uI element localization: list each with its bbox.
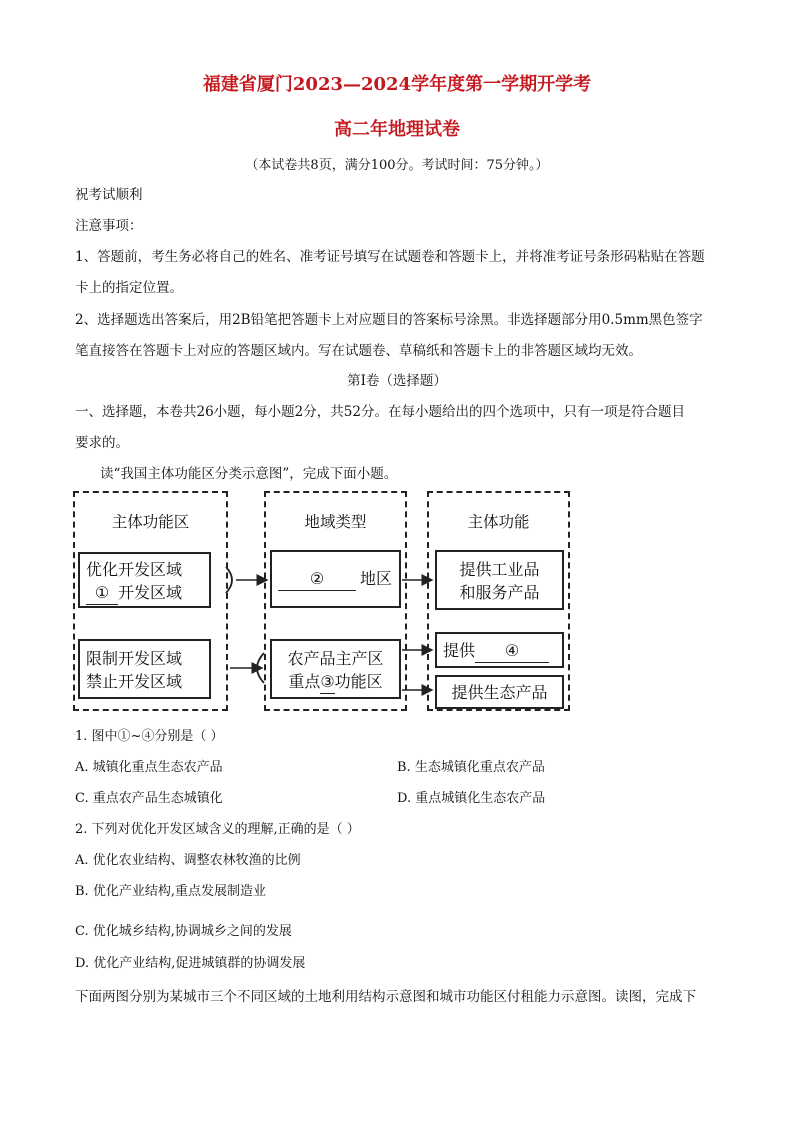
box1-line2 xyxy=(86,581,203,605)
wish-text: 祝考试顺利 xyxy=(75,187,143,203)
box3-suffix: 地区 xyxy=(360,569,393,588)
note-item-1-line-1: 1、答题前，考生务必将自己的姓名、准考证号填写在试题卷和答题卡上，并将准考证号条形码粘贴在答题 xyxy=(75,249,705,265)
provide-industrial-box xyxy=(435,550,564,610)
box2-line2: 禁止开发区域 xyxy=(86,672,183,691)
box4-line2 xyxy=(278,670,393,694)
q1-option-c[interactable]: C. 重点农产品生态城镇化 xyxy=(75,791,223,806)
q1-option-d[interactable]: D. 重点城镇化生态农产品 xyxy=(397,791,546,806)
brace-2 xyxy=(257,653,264,683)
note-item-2-line-2: 笔直接答在答题卡上对应的答题区域内。写在试题卷、草稿纸和答题卡上的非答题区域均无效。 xyxy=(75,343,642,359)
q1-option-a[interactable]: A. 城镇化重点生态农产品 xyxy=(75,760,223,775)
box4-line1: 农产品主产区 xyxy=(287,649,384,668)
box5-line2: 和服务产品 xyxy=(459,583,540,602)
q2-option-d[interactable]: D. 优化产业结构,促进城镇群的协调发展 xyxy=(75,956,306,971)
provide-ecological-box xyxy=(435,675,564,709)
region-type-box-1 xyxy=(270,550,401,608)
note-item-1-line-2: 卡上的指定位置。 xyxy=(75,280,183,296)
notes-heading: 注意事项： xyxy=(75,218,143,234)
q2-option-a[interactable]: A. 优化农业结构、调整农林牧渔的比例 xyxy=(75,853,301,868)
column-2-header: 地域类型 xyxy=(304,513,367,531)
box4-prefix: 重点 xyxy=(288,672,321,691)
blank-2: ② xyxy=(278,567,356,591)
section-title: 第Ⅰ卷（选择题） xyxy=(347,373,447,389)
box5-line1: 提供工业品 xyxy=(459,560,540,579)
exam-info: （本试卷共8页，满分100分。考试时间：75分钟。） xyxy=(245,158,549,173)
read-prompt: 读“我国主体功能区分类示意图”，完成下面小题。 xyxy=(100,466,398,482)
box1-line1: 优化开发区域 xyxy=(86,560,183,579)
exam-subtitle: 高二年地理试卷 xyxy=(334,119,460,140)
blank-3: ③ xyxy=(320,670,334,694)
section-intro-line-1: 一、选择题，本卷共26小题，每小题2分，共52分。在每小题给出的四个选项中，只有一项是符合题目 xyxy=(75,404,685,420)
box7-text: 提供生态产品 xyxy=(451,683,548,702)
q2-option-b[interactable]: B. 优化产业结构,重点发展制造业 xyxy=(75,884,266,899)
blank-1: ① xyxy=(86,581,118,605)
q2-option-c[interactable]: C. 优化城乡结构,协调城乡之间的发展 xyxy=(75,924,292,939)
box1-suffix: 开发区域 xyxy=(118,583,183,602)
q1-option-b[interactable]: B. 生态城镇化重点农产品 xyxy=(397,760,545,775)
q1-stem: 1. 图中①~④分别是（ ） xyxy=(75,729,224,744)
region-type-box-2 xyxy=(270,639,401,699)
optimize-develop-box xyxy=(78,552,211,608)
column-3-header: 主体功能 xyxy=(467,513,530,531)
box4-suffix: 功能区 xyxy=(334,672,383,691)
exam-title: 福建省厦门2023—2024学年度第一学期开学考 xyxy=(202,74,592,95)
q2-stem: 2. 下列对优化开发区域含义的理解,正确的是（ ） xyxy=(75,822,360,837)
box6-prefix: 提供 xyxy=(443,641,476,660)
section-intro-line-2: 要求的。 xyxy=(75,435,129,451)
column-1-header: 主体功能区 xyxy=(111,513,190,531)
box2-line1: 限制开发区域 xyxy=(86,649,183,668)
restrict-prohibit-box xyxy=(78,639,211,699)
note-item-2-line-1: 2、选择题选出答案后，用2B铅笔把答题卡上对应题目的答案标号涂黑。非选择题部分用0.5mm黑色签字 xyxy=(75,312,703,328)
blank-4: ④ xyxy=(475,639,549,663)
provide-blank-box xyxy=(435,632,564,668)
next-question-text: 下面两图分别为某城市三个不同区域的土地利用结构示意图和城市功能区付租能力示意图。读图，完成下 xyxy=(75,989,696,1005)
